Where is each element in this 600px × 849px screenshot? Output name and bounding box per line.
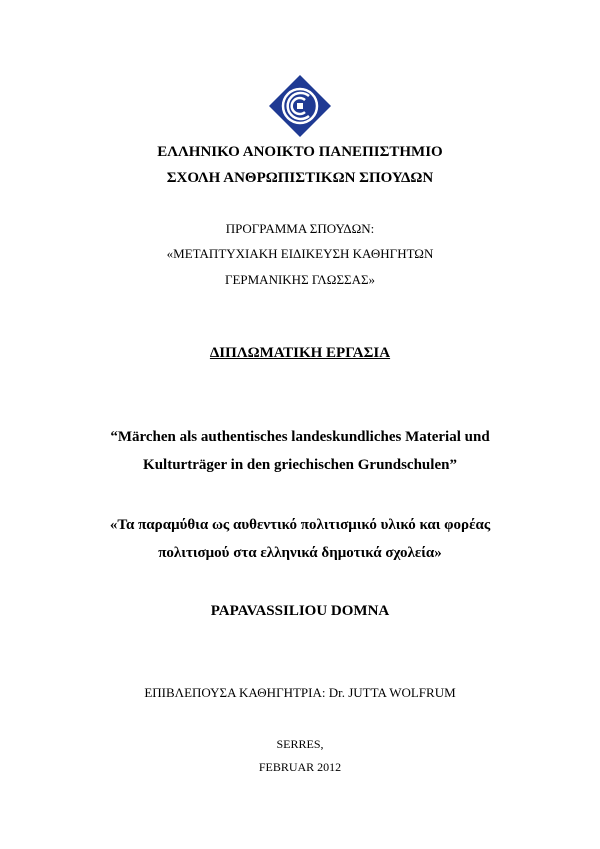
title-german-line1: “Märchen als authentisches landeskundliches Material und <box>110 429 490 445</box>
program-name-line2: ΓΕΡΜΑΝΙΚΗΣ ΓΛΩΣΣΑΣ» <box>224 272 376 287</box>
university-name: ΕΛΛΗΝΙΚΟ ΑΝΟΙΚΤΟ ΠΑΝΕΠΙΣΤΗΜΙΟ <box>157 144 443 160</box>
author-name: PAPAVASSILIOU DOMNA <box>210 603 390 619</box>
date: FEBRUAR 2012 <box>258 760 342 774</box>
title-greek-line2: πολιτισμού στα ελληνικά δημοτικά σχολεία» <box>158 545 442 561</box>
thesis-type-heading: ΔΙΠΛΩΜΑΤΙΚΗ ΕΡΓΑΣΙΑ <box>209 345 391 361</box>
program-label: ΠΡΟΓΡΑΜΜΑ ΣΠΟΥΔΩΝ: <box>225 221 375 236</box>
title-german-line2: Kulturträger in den griechischen Grundschulen” <box>143 457 457 473</box>
university-logo-icon <box>268 74 332 138</box>
supervisor-line: ΕΠΙΒΛΕΠΟΥΣΑ ΚΑΘΗΓΗΤΡΙΑ: Dr. JUTTA WOLFRUM <box>144 685 456 700</box>
program-name-line1: «ΜΕΤΑΠΤΥΧΙΑΚΗ ΕΙΔΙΚΕΥΣΗ ΚΑΘΗΓΗΤΩΝ <box>166 246 434 261</box>
title-greek-line1: «Τα παραμύθια ως αυθεντικό πολιτισμικό υλικό και φορέας <box>109 517 491 533</box>
place: SERRES, <box>276 737 324 751</box>
school-name: ΣΧΟΛΗ ΑΝΘΡΩΠΙΣΤΙΚΩΝ ΣΠΟΥΔΩΝ <box>166 170 434 186</box>
